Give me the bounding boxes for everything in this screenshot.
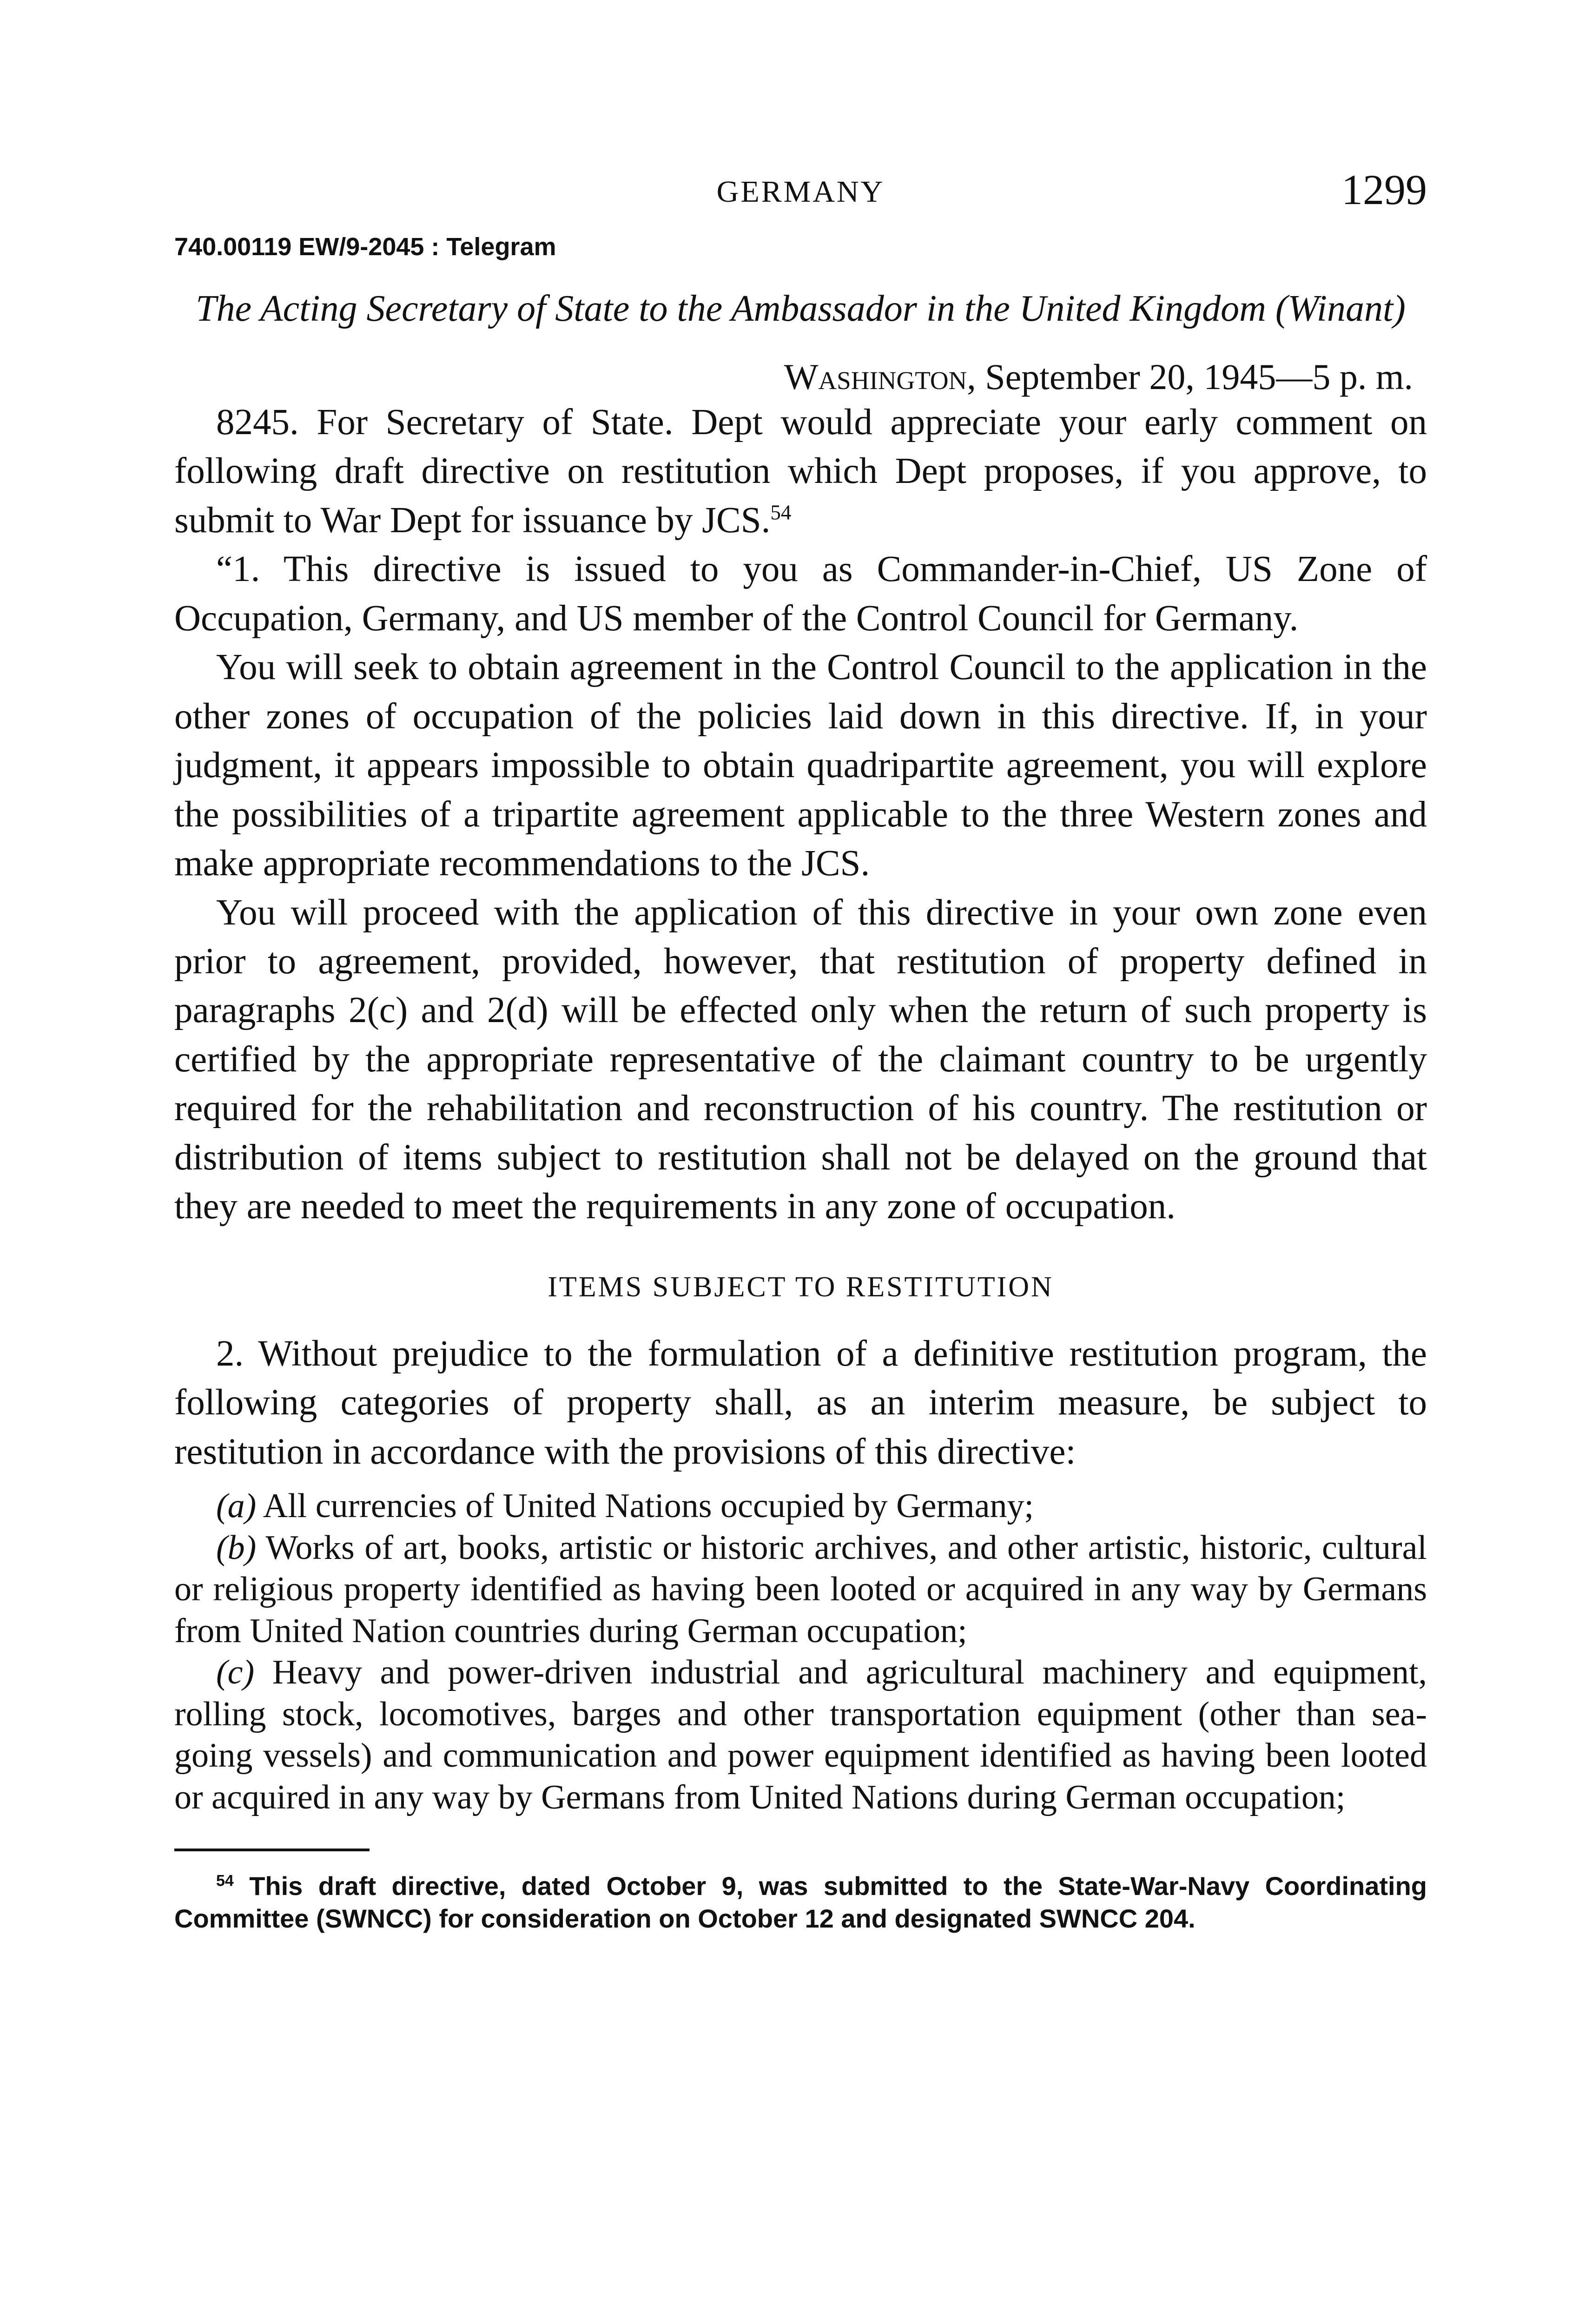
paragraph-control-council: You will seek to obtain agreement in the Control Council to the application in the other zones of occupation of the policies laid down in this directive. If, in your judgment, it appears impossible to obtain quadripartite agreement, you will explore the possibilities of a tripartite agreement applicable to the three Western zones and make appropriate recommendations to the JCS.: [174, 647, 1427, 884]
running-head: GERMANY: [716, 175, 885, 209]
file-reference: 740.00119 EW/9-2045 : Telegram: [174, 233, 556, 261]
footnote-reference: 54: [770, 501, 792, 524]
paragraph-1: “1. This directive is issued to you as Commander-in-Chief, US Zone of Occupation, Germany, and US member of the Control Council for Germany.: [174, 549, 1427, 639]
footnote: [174, 1870, 1427, 1935]
dateline-place: Washington: [784, 357, 967, 397]
paragraph-2: 2. Without prejudice to the formulation of a definitive restitution program, the following categories of property shall, as an interim measure, be subject to restitution in accordance with the provisions of this directive:: [174, 1333, 1427, 1472]
paragraph-opening: [174, 398, 1427, 545]
page-number: 1299: [1341, 166, 1427, 213]
paragraph-opening-text: 8245. For Secretary of State. Dept would appreciate your early comment on following draft directive on restitution which Dept proposes, if you approve, to submit to War Dept for issuance by JCS.: [174, 402, 1427, 541]
section-heading: ITEMS SUBJECT TO RESTITUTION: [548, 1271, 1054, 1303]
item-text: Works of art, books, artistic or historic archives, and other artistic, historic, cultural or religious property identified as having been looted or acquired in any way by Germans from United Nation countries during German occupation;: [174, 1528, 1427, 1650]
document-page: [174, 165, 1427, 1935]
page-header: [174, 165, 1427, 216]
item-label: (a): [216, 1487, 257, 1525]
section-body: [174, 1329, 1427, 1476]
item-label: (b): [216, 1528, 257, 1567]
list-item: [174, 1486, 1427, 1527]
dateline: [174, 356, 1427, 398]
footnote-text: This draft directive, dated October 9, was submitted to the State-War-Navy Coordinating Committee (SWNCC) for consideration on October 12 and designated SWNCC 204.: [174, 1871, 1427, 1934]
item-text: Heavy and power-driven industrial and agricultural machinery and equipment, rolling stock, locomotives, barges and other transportation equipment (other than sea-going vessels) and communication and power equipment identified as having been looted or acquired in any way by Germans from United Nations during German occupation;: [174, 1653, 1427, 1816]
list-item: [174, 1652, 1427, 1818]
telegram-body: [174, 398, 1427, 1231]
footnote-divider: [174, 1849, 370, 1851]
dateline-date: , September 20, 1945—5 p. m.: [967, 357, 1413, 397]
list-item: [174, 1527, 1427, 1652]
restitution-items-list: [174, 1486, 1427, 1818]
footnote-mark: 54: [216, 1872, 234, 1890]
item-label: (c): [216, 1653, 255, 1692]
item-text: All currencies of United Nations occupied by Germany;: [263, 1487, 1034, 1525]
paragraph-application: You will proceed with the application of this directive in your own zone even prior to agreement, provided, however, that restitution of property defined in paragraphs 2(c) and 2(d) will be effected only when the return of such property is certified by the appropriate representative of the claimant country to be urgently required for the rehabilitation and reconstruction of his country. The restitution or distribution of items subject to restitution shall not be delayed on the ground that they are needed to meet the requirements in any zone of occupation.: [174, 892, 1427, 1227]
document-title: The Acting Secretary of State to the Ambassador in the United Kingdom (Winant): [196, 288, 1406, 329]
